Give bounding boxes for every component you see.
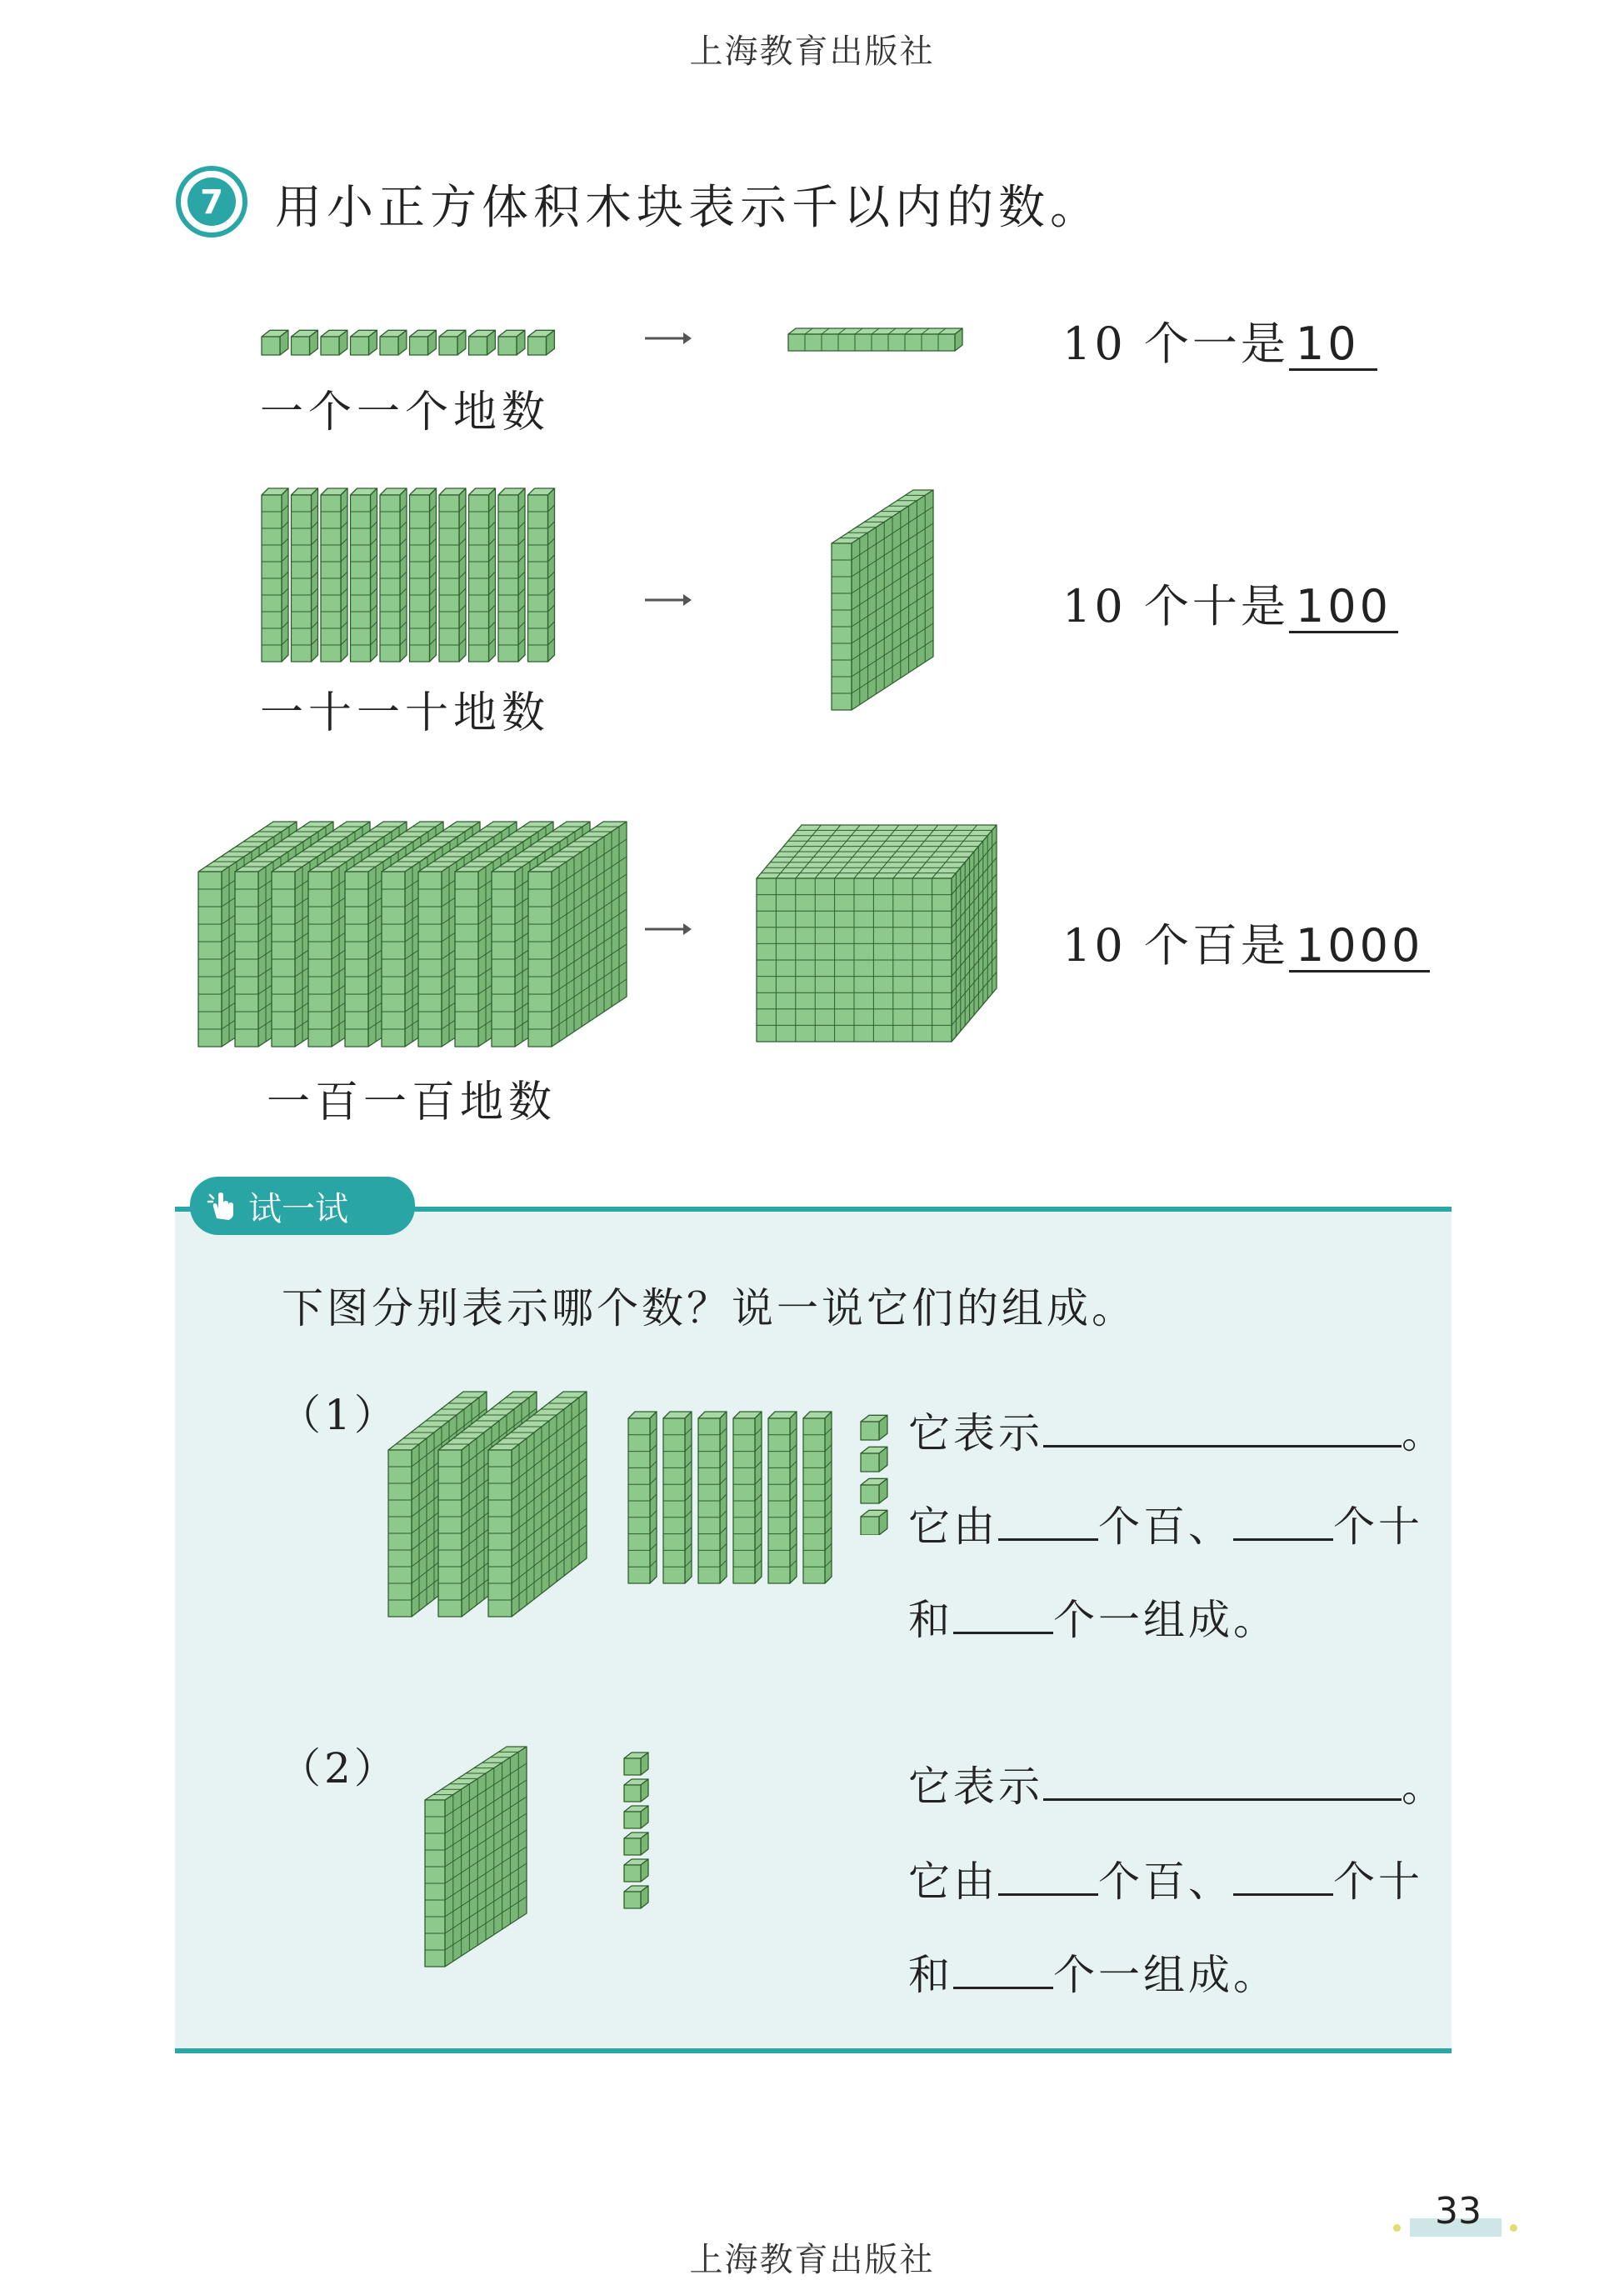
item-1-number-blank[interactable]	[1043, 1408, 1402, 1448]
caption-row-1: 一个一个地数	[260, 388, 551, 438]
item-1-line-3: 和 个一组成。	[908, 1596, 1278, 1644]
svg-text:7: 7	[200, 183, 223, 222]
publisher-footer: 上海教育出版社	[689, 2241, 935, 2279]
hundred-flat-figure	[825, 485, 942, 718]
equation-row-2: 10 个十是 100	[1062, 571, 1398, 635]
item-2-hundreds-blank[interactable]	[998, 1857, 1098, 1896]
try-it-question: 下图分别表示哪个数？说一说它们的组成。	[282, 1284, 1137, 1332]
item-2-ones-blank[interactable]	[953, 1950, 1053, 1989]
four-unit-cubes-figure	[858, 1410, 892, 1535]
caption-row-3: 一百一百地数	[267, 1078, 557, 1128]
section-number-badge	[175, 165, 248, 238]
six-unit-cubes-figure	[622, 1748, 655, 1915]
try-it-label: 试一试	[248, 1189, 348, 1228]
six-rods-figure	[627, 1410, 843, 1587]
item-2-number-blank[interactable]	[1043, 1762, 1402, 1801]
answer-row-2: 100	[1289, 582, 1398, 633]
item-2-line-1: 它表示 。	[908, 1762, 1447, 1811]
item-1-tens-blank[interactable]	[1233, 1502, 1333, 1541]
page-number: 33	[1435, 2190, 1482, 2232]
one-flat-figure	[418, 1740, 535, 1973]
item-2-tens-blank[interactable]	[1233, 1857, 1333, 1896]
item-2-line-3: 和 个一组成。	[908, 1951, 1278, 1999]
decor-dot	[1510, 2224, 1517, 2232]
item-1-ones-blank[interactable]	[953, 1595, 1053, 1634]
item-1-hundreds-blank[interactable]	[998, 1502, 1098, 1541]
item-2-line-2: 它由 个百、 个十	[908, 1858, 1423, 1906]
item-1-label: （1）	[279, 1391, 399, 1439]
publisher-header: 上海教育出版社	[689, 32, 935, 71]
item-2-label: （2）	[279, 1744, 399, 1792]
ten-flats-figure	[197, 817, 638, 1050]
three-flats-figure	[385, 1383, 593, 1625]
equation-row-3: 10 个百是 1000	[1062, 910, 1430, 974]
ten-rod-figure	[787, 322, 970, 355]
arrow-right-icon	[643, 330, 693, 347]
item-1-line-1: 它表示 。	[908, 1409, 1447, 1458]
try-it-tab	[190, 1177, 415, 1235]
answer-row-1: 10	[1289, 319, 1377, 371]
equation-row-1: 10 个一是 10	[1062, 308, 1377, 372]
decor-dot	[1393, 2224, 1401, 2232]
arrow-right-icon	[643, 592, 693, 608]
answer-row-3: 1000	[1289, 921, 1430, 972]
thousand-cube-figure	[753, 820, 1003, 1047]
hand-pointer-icon	[205, 1188, 240, 1223]
arrow-right-icon	[643, 921, 693, 938]
ten-rods-figure	[260, 485, 560, 668]
section-title: 用小正方体积木块表示千以内的数。	[275, 181, 1102, 235]
ten-unit-cubes-figure	[260, 323, 560, 357]
item-1-line-2: 它由 个百、 个十	[908, 1502, 1423, 1551]
caption-row-2: 一十一十地数	[260, 688, 551, 738]
